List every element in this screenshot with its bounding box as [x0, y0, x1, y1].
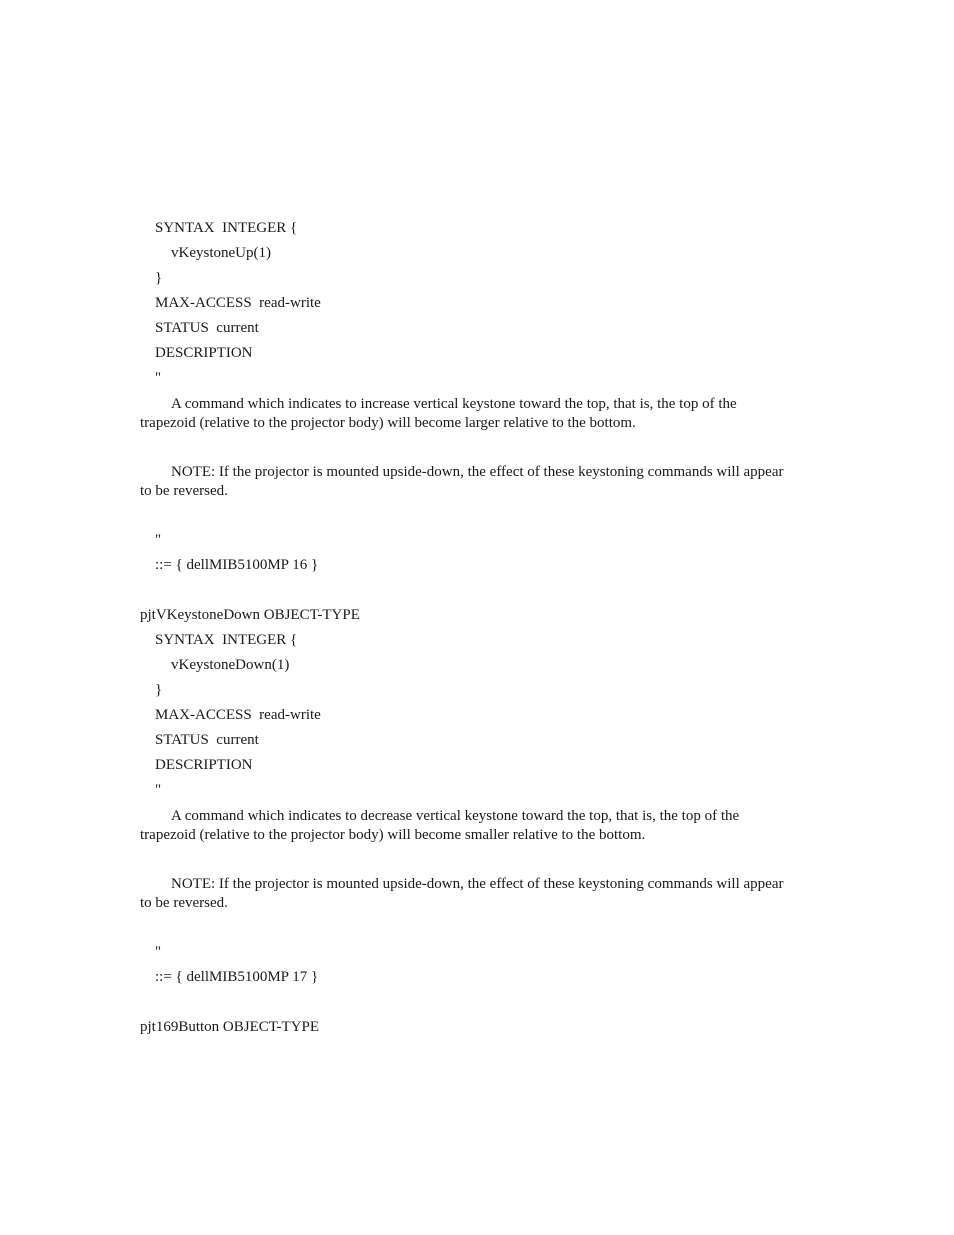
- oid-line: ::= { dellMIB5100MP 17 }: [155, 969, 319, 985]
- object-type-heading: pjt169Button OBJECT-TYPE: [140, 1019, 320, 1035]
- description-label: DESCRIPTION: [155, 345, 253, 361]
- status-line: STATUS current: [155, 320, 259, 336]
- note-paragraph: NOTE: If the projector is mounted upside-down, the effect of these keystoning commands will appear to be reversed.: [140, 464, 784, 499]
- oid-line: ::= { dellMIB5100MP 16 }: [155, 557, 319, 573]
- max-access-line: MAX-ACCESS read-write: [155, 707, 321, 723]
- status-line: STATUS current: [155, 732, 259, 748]
- quote-open: ": [155, 782, 162, 798]
- quote-open: ": [155, 370, 162, 386]
- enum-value-line: vKeystoneDown(1): [171, 657, 290, 673]
- enum-value-line: vKeystoneUp(1): [171, 245, 271, 261]
- syntax-line: SYNTAX INTEGER {: [155, 632, 298, 648]
- close-brace-line: }: [155, 270, 163, 286]
- close-brace-line: }: [155, 682, 163, 698]
- quote-close: ": [155, 532, 162, 548]
- syntax-line: SYNTAX INTEGER {: [155, 220, 298, 236]
- max-access-line: MAX-ACCESS read-write: [155, 295, 321, 311]
- description-paragraph: A command which indicates to increase vertical keystone toward the top, that is, the top of the trapezoid (relative to the projector body) will become larger relative to the bottom.: [140, 396, 737, 431]
- description-paragraph: A command which indicates to decrease vertical keystone toward the top, that is, the top of the trapezoid (relative to the projector body) will become smaller relative to the bottom.: [140, 808, 740, 843]
- note-paragraph: NOTE: If the projector is mounted upside-down, the effect of these keystoning commands will appear to be reversed.: [140, 876, 784, 911]
- description-label: DESCRIPTION: [155, 757, 253, 773]
- quote-close: ": [155, 944, 162, 960]
- object-type-heading: pjtVKeystoneDown OBJECT-TYPE: [140, 607, 360, 623]
